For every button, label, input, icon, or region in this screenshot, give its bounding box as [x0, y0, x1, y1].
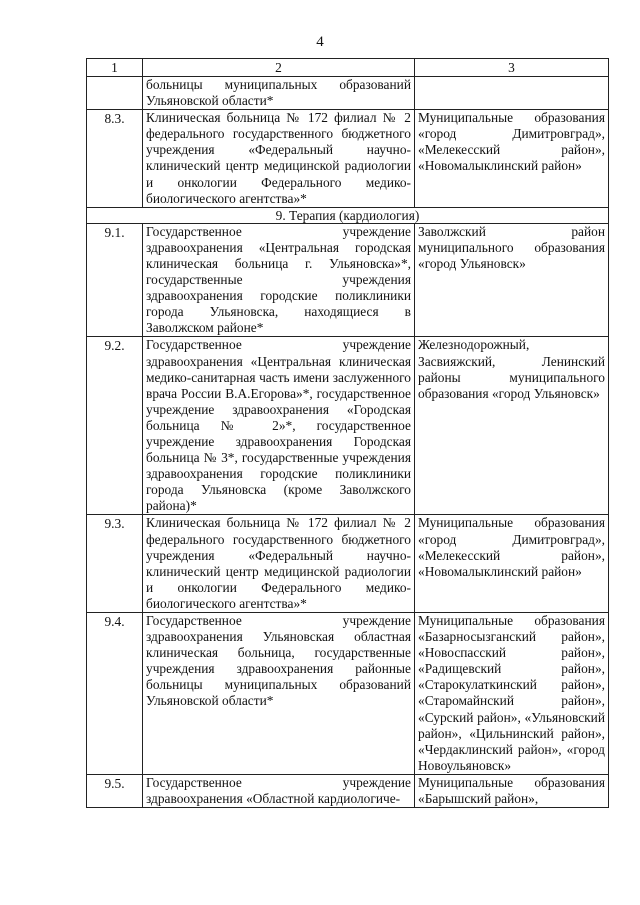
table-row: [87, 223, 609, 337]
institution-cell: Государственное учреждение здравоохранения «Областной кардиологиче-: [143, 774, 415, 807]
page-number: 4: [316, 34, 324, 50]
table-header-row: [87, 59, 609, 77]
area-cell: Заволжский район муниципального образования «город Ульяновск»: [415, 223, 609, 337]
table-row: [87, 337, 609, 515]
institution-cell: Клиническая больница № 172 филиал № 2 федерального государственного бюджетного учреждения «Федеральный научно-клинический центр медицинской радиологии и онкологии Федерального медико-биологического агентства»*: [143, 110, 415, 208]
area-cell: Железнодорожный, Засвияжский, Ленинский районы муниципального образования «город Ульяновск»: [415, 337, 609, 515]
row-number: 9.3.: [87, 515, 143, 613]
column-header-area: 3: [415, 59, 609, 77]
row-number: 9.5.: [87, 774, 143, 807]
row-number: [87, 77, 143, 110]
institution-cell: Государственное учреждение здравоохранения «Центральная городская клиническая больница г. Ульяновска»*, государственные учреждения здравоохранения городские поликлиники города Ульяновска, находящиеся в Заволжском районе*: [143, 223, 415, 337]
row-number: 9.2.: [87, 337, 143, 515]
institution-cell: больницы муниципальных образований Ульяновской области*: [143, 77, 415, 110]
table-row: [87, 774, 609, 807]
table-row: [87, 515, 609, 613]
area-cell: Муниципальные образования «Барышский район»,: [415, 774, 609, 807]
institution-cell: Государственное учреждение здравоохранения Ульяновская областная клиническая больница, государственные учреждения здравоохранения районные больницы муниципальных образований Ульяновской области*: [143, 613, 415, 775]
institution-cell: Клиническая больница № 172 филиал № 2 федерального государственного бюджетного учреждения «Федеральный научно-клинический центр медицинской радиологии и онкологии Федерального медико-биологического агентства»*: [143, 515, 415, 613]
area-cell: Муниципальные образования «город Димитровград», «Мелекесский район», «Новомалыклинский район»: [415, 515, 609, 613]
area-cell: [415, 77, 609, 110]
area-cell: Муниципальные образования «Базарносызганский район», «Новоспасский район», «Радищевский район», «Старокулаткинский район», «Старомайнский район», «Сурский район», «Ульяновский район», «Цильнинский район», «Чердаклинский район», «город Новоульяновск»: [415, 613, 609, 775]
section-title: 9. Терапия (кардиология): [87, 207, 609, 223]
column-header-institution: 2: [143, 59, 415, 77]
row-number: 9.4.: [87, 613, 143, 775]
area-cell: Муниципальные образования «город Димитровград», «Мелекесский район», «Новомалыклинский район»: [415, 110, 609, 208]
table-row: [87, 613, 609, 775]
row-number: 9.1.: [87, 223, 143, 337]
table-row: [87, 77, 609, 110]
routing-table: [86, 58, 609, 808]
row-number: 8.3.: [87, 110, 143, 208]
table-row: [87, 110, 609, 208]
section-row: [87, 207, 609, 223]
column-header-number: 1: [87, 59, 143, 77]
institution-cell: Государственное учреждение здравоохранения «Центральная клиническая медико-санитарная часть имени заслуженного врача России В.А.Егорова»*, государственное учреждение здравоохранения «Городская больница № 2»*, государственное учреждение здравоохранения Городская больница № 3*, государственные учреждения здравоохранения городские поликлиники города Ульяновска (кроме Заволжского района)*: [143, 337, 415, 515]
